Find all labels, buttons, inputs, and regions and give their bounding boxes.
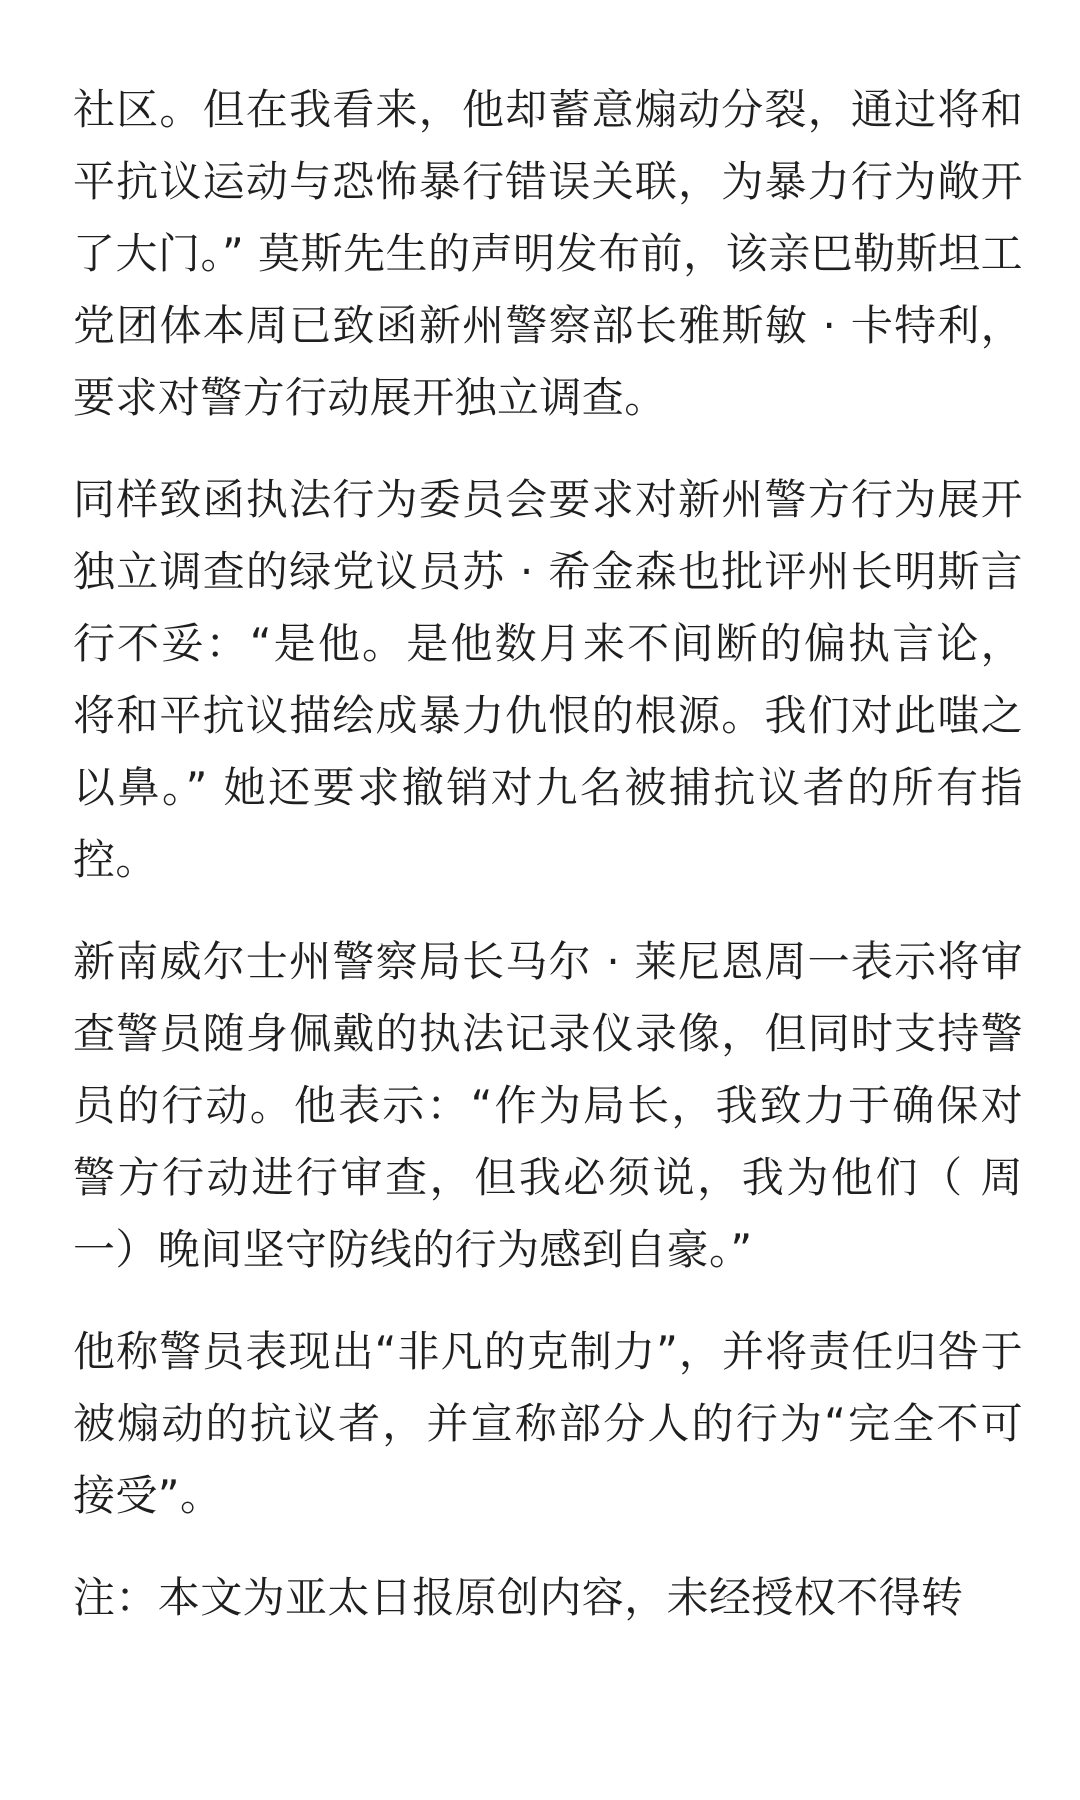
article-paragraph-2: 同样致函执法行为委员会要求对新州警方行为展开独立调查的绿党议员苏 · 希金森也批评州长明斯言行不妥：“是他。是他数月来不间断的偏执言论，将和平抗议描绘成暴力仇恨的根源。我们对此嗤之以鼻。” 她还要求撤销对九名被捕抗议者的所有指控。	[73, 475, 1023, 884]
copyright-note: 注：本文为亚太日报原创内容，未经授权不得转	[73, 1573, 964, 1622]
article-paragraph-3: 新南威尔士州警察局长马尔 · 莱尼恩周一表示将审查警员随身佩戴的执法记录仪录像，但同时支持警员的行动。他表示：“作为局长，我致力于确保对警方行动进行审查，但我必须说，我为他们（ 周一）晚间坚守防线的行为感到自豪。”	[73, 937, 1023, 1274]
article-body	[73, 74, 1023, 1634]
article-paragraph-1: 社区。但在我看来，他却蓄意煽动分裂，通过将和平抗议运动与恐怖暴行错误关联，为暴力行为敞开了大门。” 莫斯先生的声明发布前，该亲巴勒斯坦工党团体本周已致函新州警察部长雅斯敏 · 卡特利，要求对警方行动展开独立调查。	[73, 85, 1023, 422]
article-paragraph-4: 他称警员表现出“非凡的克制力”，并将责任归咎于被煽动的抗议者，并宣称部分人的行为“完全不可接受”。	[73, 1327, 1023, 1520]
